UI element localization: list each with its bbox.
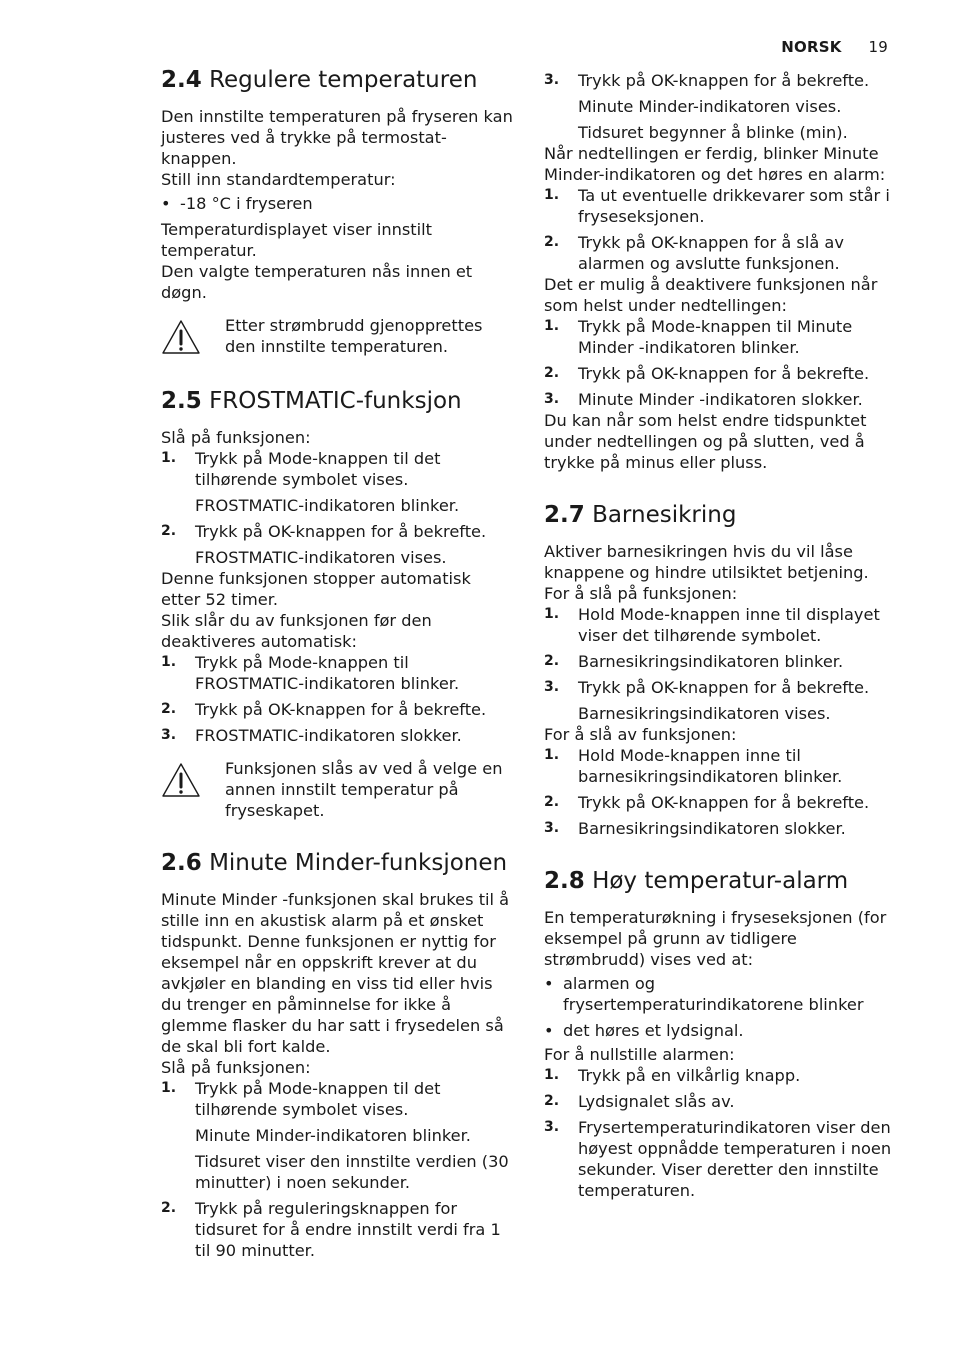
- step-result: Minute Minder-indikatoren vises.: [578, 97, 842, 116]
- list-item: 1. Trykk på Mode-knappen til FROSTMATIC-indikatoren blinker.: [161, 653, 460, 693]
- section-heading: 2.5 FROSTMATIC-funksjon: [161, 388, 462, 414]
- section-heading: 2.8 Høy temperatur-alarm: [544, 868, 849, 894]
- list-item: 1. Trykk på Mode-knappen til det tilhørende symbolet vises.: [161, 449, 441, 489]
- list-item: 2. Trykk på OK-knappen for å bekrefte.: [544, 364, 870, 383]
- warning-note: [161, 758, 513, 821]
- list-item: 3. Barnesikringsindikatoren slokker.: [544, 819, 846, 838]
- paragraph: Aktiver barnesikringen hvis du vil låse knappene og hindre utilsiktet betjening.: [544, 542, 869, 582]
- step-result: Tidsuret begynner å blinke (min).: [578, 123, 848, 142]
- right-column: [544, 70, 896, 1229]
- bullet-list: [544, 973, 896, 1041]
- steps-list: [544, 745, 896, 839]
- list-item: 1. Trykk på Mode-knappen til Minute Minder -indikatoren blinker.: [544, 317, 853, 357]
- steps-list: [544, 604, 896, 698]
- list-item: 2. Trykk på OK-knappen for å bekrefte.: [544, 793, 870, 812]
- left-column: [161, 66, 513, 1289]
- paragraph: For å nullstille alarmen:: [544, 1045, 735, 1064]
- section-heading: 2.6 Minute Minder-funksjonen: [161, 850, 508, 876]
- warning-text: Etter strømbrudd gjenopprettes den innstilte temperaturen.: [225, 316, 483, 356]
- step-result: FROSTMATIC-indikatoren blinker.: [195, 496, 460, 515]
- paragraph: Slik slår du av funksjonen før den deaktiveres automatisk:: [161, 611, 432, 651]
- warning-text: Funksjonen slås av ved å velge en annen innstilt temperatur på fryseskapet.: [225, 759, 503, 820]
- list-item: 1. Trykk på Mode-knappen til det tilhørende symbolet vises.: [161, 1079, 441, 1119]
- paragraph: Slå på funksjonen:: [161, 1058, 311, 1077]
- page-number: 19: [868, 38, 888, 56]
- list-item: 3. Frysertemperaturindikatoren viser den høyest oppnådde temperaturen i noen sekunder. Viser deretter den innstilte temperaturen.: [544, 1118, 892, 1200]
- section-2-7: [544, 501, 896, 839]
- section-2-6-continued: [544, 70, 896, 473]
- steps-list: [161, 448, 513, 490]
- list-item: 2. Lydsignalet slås av.: [544, 1092, 735, 1111]
- paragraph: Minute Minder -funksjonen skal brukes til å stille inn en akustisk alarm på et ønsket tidspunkt. Denne funksjonen er nyttig for eksempel når en oppskrift krever at du avkjøler en blanding en viss tid eller hvis du trenger en påminnelse for ikke å glemme flasker du har satt i frysedelen så de skal bli fort kalde.: [161, 890, 510, 1056]
- list-item: • -18 °C i fryseren: [161, 193, 513, 214]
- step-result: FROSTMATIC-indikatoren vises.: [195, 548, 447, 567]
- language-label: NORSK: [781, 38, 842, 56]
- list-item: 1. Trykk på en vilkårlig knapp.: [544, 1066, 801, 1085]
- paragraph: For å slå av funksjonen:: [544, 725, 737, 744]
- section-2-6: [161, 849, 513, 1261]
- steps-list: [544, 185, 896, 274]
- list-item: 2. Trykk på OK-knappen for å bekrefte.: [161, 700, 487, 719]
- paragraph: For å slå på funksjonen:: [544, 584, 738, 603]
- steps-list: [544, 316, 896, 410]
- page-header: [781, 38, 888, 56]
- paragraph: En temperaturøkning i fryseseksjonen (for eksempel på grunn av tidligere strømbrudd) vises ved at:: [544, 908, 887, 969]
- paragraph: Temperaturdisplayet viser innstilt temperatur.: [161, 220, 432, 260]
- paragraph: Når nedtellingen er ferdig, blinker Minute Minder-indikatoren og det høres en alarm:: [544, 144, 886, 184]
- list-item: 3. Minute Minder -indikatoren slokker.: [544, 390, 863, 409]
- section-2-8: [544, 867, 896, 1201]
- list-item: 3. Trykk på OK-knappen for å bekrefte.: [544, 678, 870, 697]
- list-item: • det høres et lydsignal.: [544, 1020, 896, 1041]
- paragraph: Du kan når som helst endre tidspunktet under nedtellingen og på slutten, ved å trykke på minus eller pluss.: [544, 411, 867, 472]
- list-item: 2. Trykk på OK-knappen for å slå av alarmen og avslutte funksjonen.: [544, 233, 844, 273]
- warning-triangle-icon: [161, 319, 201, 355]
- list-item: 2. Barnesikringsindikatoren blinker.: [544, 652, 844, 671]
- warning-triangle-icon: [161, 762, 201, 798]
- step-result: Barnesikringsindikatoren vises.: [578, 704, 831, 723]
- list-item: 1. Ta ut eventuelle drikkevarer som står i fryseseksjonen.: [544, 186, 890, 226]
- list-item: • alarmen og frysertemperaturindikatorene blinker: [544, 973, 896, 1015]
- steps-list: [544, 1065, 896, 1201]
- list-item: 2. Trykk på OK-knappen for å bekrefte.: [161, 522, 487, 541]
- paragraph: Slå på funksjonen:: [161, 428, 311, 447]
- paragraph: Det er mulig å deaktivere funksjonen når som helst under nedtellingen:: [544, 275, 878, 315]
- warning-note: [161, 315, 513, 359]
- list-item: 3. Trykk på OK-knappen for å bekrefte.: [544, 71, 870, 90]
- list-item: 1. Hold Mode-knappen inne til displayet viser det tilhørende symbolet.: [544, 605, 880, 645]
- section-heading: 2.7 Barnesikring: [544, 502, 737, 528]
- section-2-5: [161, 387, 513, 821]
- list-item: 1. Hold Mode-knappen inne til barnesikringsindikatoren blinker.: [544, 746, 843, 786]
- section-heading: 2.4 Regulere temperaturen: [161, 67, 478, 93]
- step-result: Tidsuret viser den innstilte verdien (30 minutter) i noen sekunder.: [195, 1152, 509, 1192]
- steps-list: [544, 70, 896, 91]
- steps-list: [161, 652, 513, 746]
- paragraph: Den innstilte temperaturen på fryseren kan justeres ved å trykke på termostat-knappen.: [161, 107, 513, 168]
- paragraph: Den valgte temperaturen nås innen et døgn.: [161, 262, 473, 302]
- list-item: 3. FROSTMATIC-indikatoren slokker.: [161, 726, 462, 745]
- bullet-list: [161, 193, 513, 214]
- step-result: Minute Minder-indikatoren blinker.: [195, 1126, 471, 1145]
- list-item: 2. Trykk på reguleringsknappen for tidsuret for å endre innstilt verdi fra 1 til 90 minutter.: [161, 1199, 501, 1260]
- section-2-4: [161, 66, 513, 359]
- steps-list: [161, 521, 513, 542]
- steps-list: [161, 1078, 513, 1120]
- steps-list: [161, 1198, 513, 1261]
- paragraph: Denne funksjonen stopper automatisk etter 52 timer.: [161, 569, 471, 609]
- paragraph: Still inn standardtemperatur:: [161, 170, 396, 189]
